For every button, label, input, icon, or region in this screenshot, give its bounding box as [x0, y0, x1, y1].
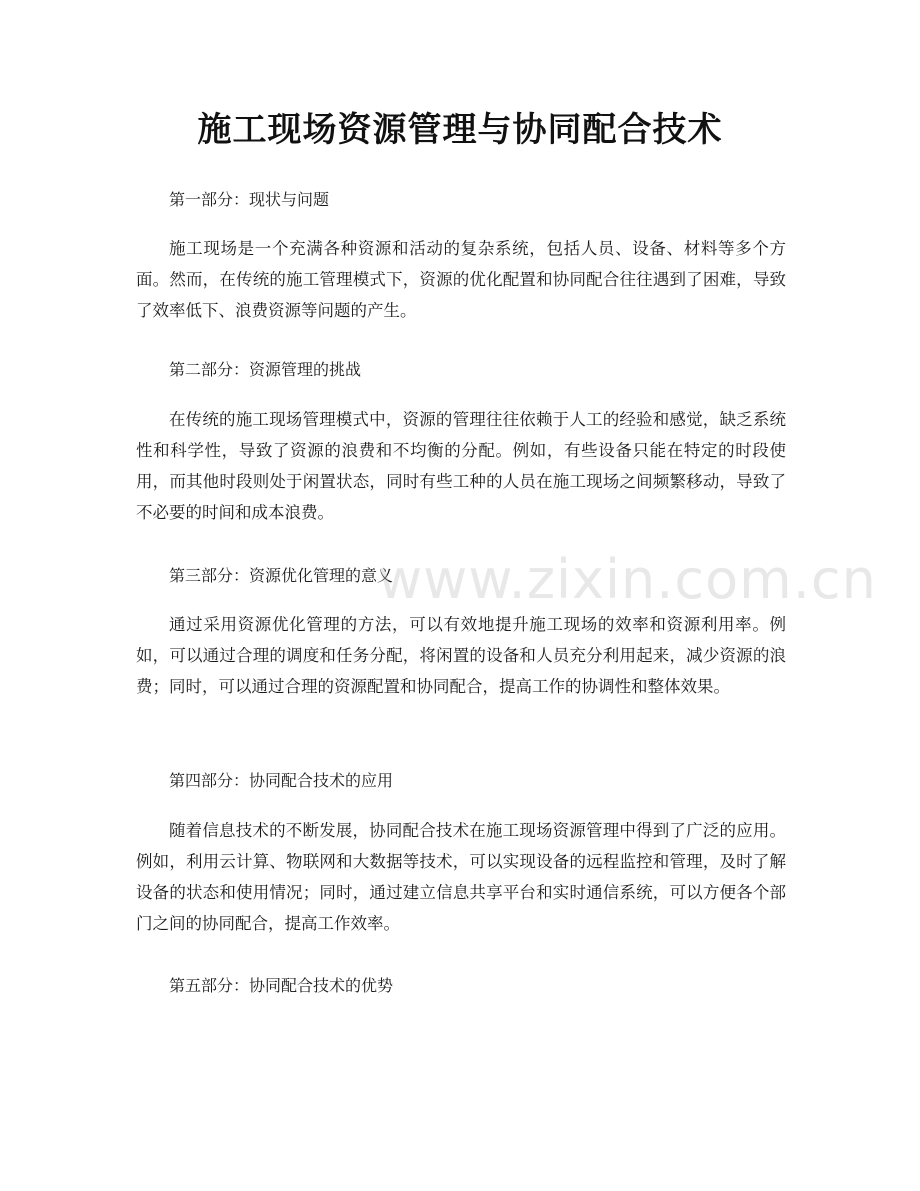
section-paragraph-3: 通过采用资源优化管理的方法，可以有效地提升施工现场的效率和资源利用率。例如，可以通过合理的调度和任务分配，将闲置的设备和人员充分利用起来，减少资源的浪费；同时，可以通过合理的资源配置和协同配合，提高工作的协调性和整体效果。: [136, 615, 786, 696]
section-heading-2: 第二部分：资源管理的挑战: [169, 360, 362, 379]
section-heading-3: 第三部分：资源优化管理的意义: [169, 566, 394, 585]
section-paragraph-4: 随着信息技术的不断发展，协同配合技术在施工现场资源管理中得到了广泛的应用。例如，利用云计算、物联网和大数据等技术，可以实现设备的远程监控和管理，及时了解设备的状态和使用情况；同时，通过建立信息共享平台和实时通信系统，可以方便各个部门之间的协同配合，提高工作效率。: [136, 821, 786, 933]
section-paragraph-1: 施工现场是一个充满各种资源和活动的复杂系统，包括人员、设备、材料等多个方面。然而，在传统的施工管理模式下，资源的优化配置和协同配合往往遇到了困难，导致了效率低下、浪费资源等问题的产生。: [136, 239, 786, 320]
section-heading-4: 第四部分：协同配合技术的应用: [169, 771, 394, 790]
document-title: 施工现场资源管理与协同配合技术: [197, 110, 723, 150]
section-paragraph-2: 在传统的施工现场管理模式中，资源的管理往往依赖于人工的经验和感觉，缺乏系统性和科学性，导致了资源的浪费和不均衡的分配。例如，有些设备只能在特定的时段使用，而其他时段则处于闲置状态，同时有些工种的人员在施工现场之间频繁移动，导致了不必要的时间和成本浪费。: [136, 410, 786, 522]
watermark: www.zixin.com.cn: [378, 548, 877, 611]
section-heading-5: 第五部分：协同配合技术的优势: [169, 976, 394, 995]
section-heading-1: 第一部分：现状与问题: [169, 190, 330, 209]
